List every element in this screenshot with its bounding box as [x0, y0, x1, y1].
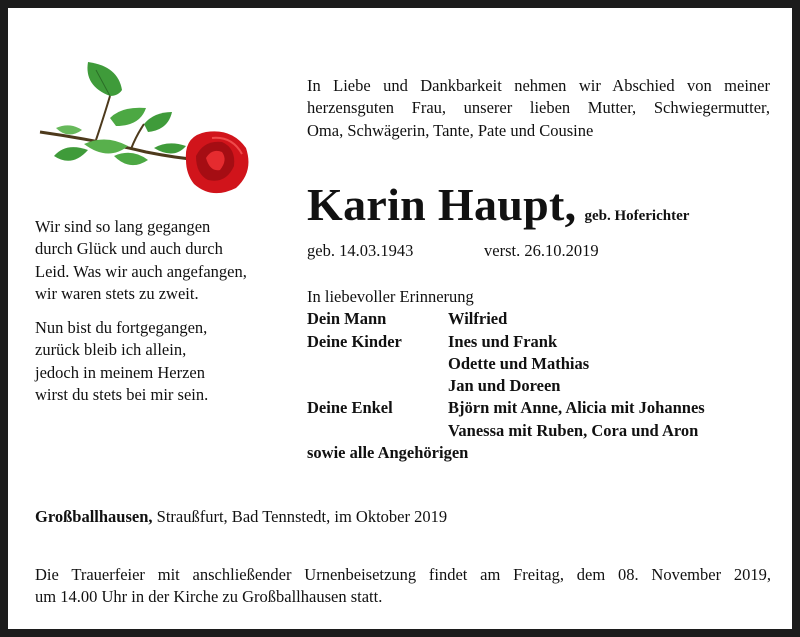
- mourner-relation: Deine Kinder: [307, 331, 402, 351]
- mourners-list: [307, 286, 705, 464]
- place-rest: Straußfurt, Bad Tennstedt, im Oktober 2019: [152, 507, 448, 526]
- mourner-row: [307, 308, 508, 330]
- mourner-names: Ines und Frank: [448, 331, 558, 351]
- intro-line: In Liebe und Dankbarkeit nehmen wir Abschied von meiner: [307, 76, 770, 95]
- mourner-names: Vanessa mit Ruben, Cora und Aron: [448, 420, 699, 440]
- poem-line: wir waren stets zu zweit.: [35, 283, 199, 303]
- place-town: Großballhausen,: [35, 507, 153, 526]
- obituary-notice: [8, 8, 792, 629]
- intro-line: herzensguten Frau, unserer lieben Mutter, Schwiegermutter,: [307, 98, 770, 118]
- poem-line: Leid. Was wir auch angefangen,: [35, 261, 247, 281]
- mourner-row: [307, 353, 590, 375]
- birth-date: geb. 14.03.1943: [307, 241, 414, 260]
- poem: [35, 216, 285, 418]
- life-dates: [307, 241, 599, 261]
- poem-line: zurück bleib ich allein,: [35, 340, 187, 360]
- poem-line: durch Glück und auch durch: [35, 239, 223, 259]
- poem-stanza-2: [35, 317, 285, 406]
- mourner-names: Odette und Mathias: [448, 353, 590, 373]
- poem-line: jedoch in meinem Herzen: [35, 362, 205, 382]
- service-line: Die Trauerfeier mit anschließender Urnenbeisetzung findet am Freitag, dem 08. November 2019,: [35, 565, 771, 584]
- mourner-row: [307, 397, 705, 419]
- poem-line: Wir sind so lang gegangen: [35, 217, 211, 236]
- mourner-names: Jan und Doreen: [448, 376, 561, 396]
- service-line: um 14.00 Uhr in der Kirche zu Großballhausen statt.: [35, 587, 383, 607]
- intro-line: Oma, Schwägerin, Tante, Pate und Cousine: [307, 120, 594, 140]
- deceased-name-row: [307, 178, 689, 231]
- place-and-date: [35, 507, 447, 527]
- farewell-intro: [307, 75, 770, 142]
- poem-line: wirst du stets bei mir sein.: [35, 385, 209, 405]
- mourner-names: Björn mit Anne, Alicia mit Johannes: [448, 398, 705, 418]
- mourner-row: [307, 375, 561, 397]
- mourners-closing: sowie alle Angehörigen: [307, 443, 469, 463]
- mourner-row: [307, 420, 699, 442]
- deceased-name: Karin Haupt,: [307, 179, 577, 230]
- maiden-name: geb. Hoferichter: [584, 208, 690, 224]
- mourner-row: [307, 331, 558, 353]
- funeral-service-info: [35, 564, 771, 609]
- mourner-relation: Deine Enkel: [307, 398, 393, 418]
- mourner-names: Wilfried: [448, 309, 508, 329]
- death-date: verst. 26.10.2019: [484, 241, 599, 260]
- mourners-caption: In liebevoller Erinnerung: [307, 287, 474, 306]
- poem-stanza-1: [35, 216, 285, 305]
- rose-icon: [36, 56, 256, 196]
- poem-line: Nun bist du fortgegangen,: [35, 318, 208, 338]
- mourner-relation: Dein Mann: [307, 309, 387, 329]
